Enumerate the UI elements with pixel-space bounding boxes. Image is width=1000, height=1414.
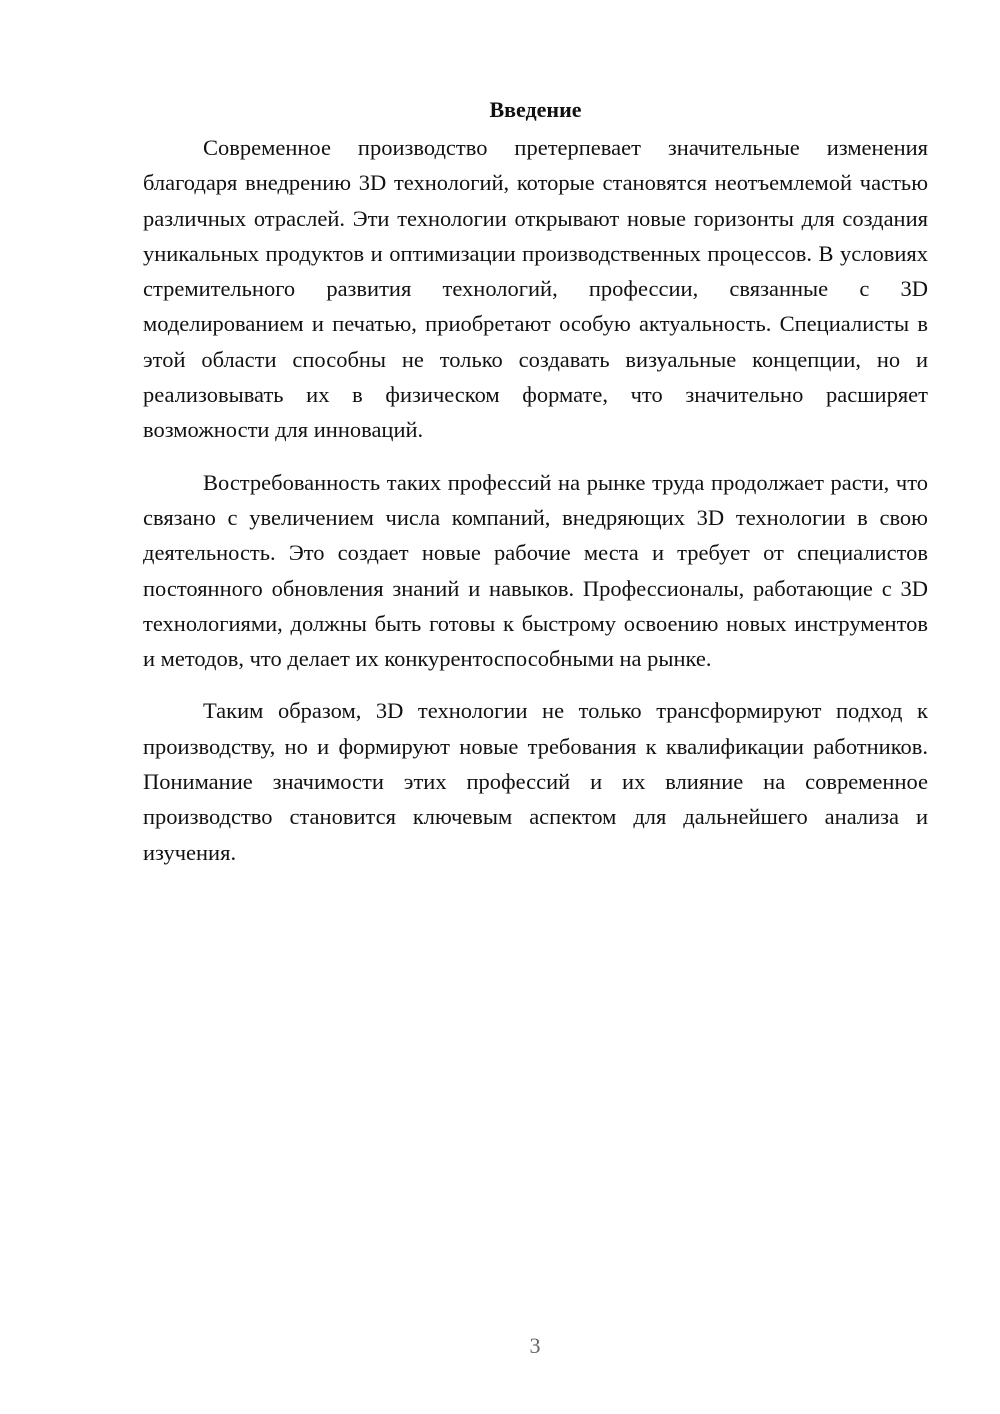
paragraph-2: Востребованность таких профессий на рынке труда продолжает расти, что связано с увеличением числа компаний, внедряющих 3D технологии в свою деятельность. Это создает новые рабочие места и требует от специалистов постоянного обновления знаний и навыков. Профессионалы, работающие с 3D технологиями, должны быть готовы к быстрому освоению новых инструментов и методов, что делает их конкурентоспособными на рынке. — [143, 469, 928, 672]
paragraph-1: Современное производство претерпевает значительные изменения благодаря внедрению 3D технологий, которые становятся неотъемлемой частью различных отраслей. Эти технологии открывают новые горизонты для создания уникальных продуктов и оптимизации производственных процессов. В условиях стремительного развития технологий, профессии, связанные с 3D моделированием и печатью, приобретают особую актуальность. Специалисты в этой области способны не только создавать визуальные концепции, но и реализовывать их в физическом формате, что значительно расширяет возможности для инноваций. — [143, 135, 928, 443]
document-body — [143, 92, 928, 870]
page-number: 3 — [529, 1333, 541, 1358]
paragraph-3: Таким образом, 3D технологии не только трансформируют подход к производству, но и формируют новые требования к квалификации работников. Понимание значимости этих профессий и их влияние на современное производство становится ключевым аспектом для дальнейшего анализа и изучения. — [143, 698, 928, 865]
document-title: Введение — [489, 97, 582, 122]
